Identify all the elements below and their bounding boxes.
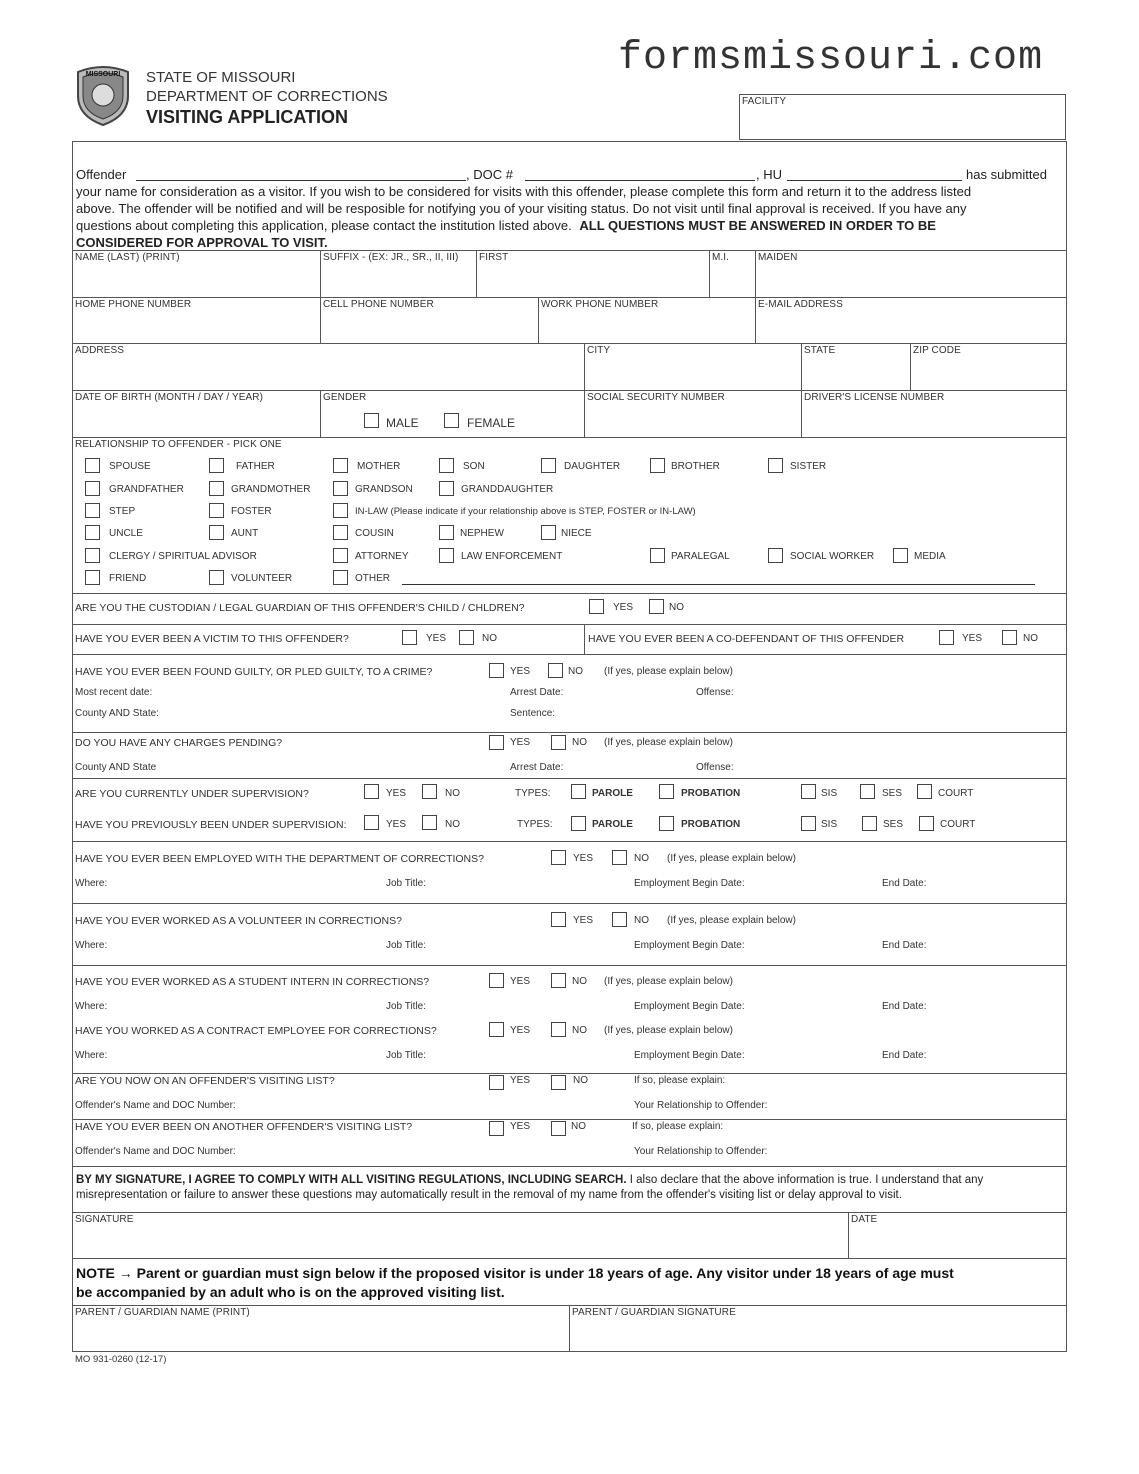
contract-question: HAVE YOU WORKED AS A CONTRACT EMPLOYEE FOR CORRECTIONS? bbox=[75, 1025, 437, 1037]
social-worker-label: SOCIAL WORKER bbox=[790, 551, 875, 562]
now-court-checkbox[interactable] bbox=[917, 784, 932, 799]
employed-no-label: NO bbox=[634, 853, 649, 864]
step-checkbox[interactable] bbox=[85, 503, 100, 518]
codefendant-question: HAVE YOU EVER BEEN A CO-DEFENDANT OF THIS OFFENDER bbox=[588, 633, 905, 645]
contract-job-label: Job Title: bbox=[386, 1050, 427, 1061]
department-title: DEPARTMENT OF CORRECTIONS bbox=[146, 88, 388, 105]
supervision-prev-question: HAVE YOU PREVIOUSLY BEEN UNDER SUPERVISION: bbox=[75, 819, 347, 831]
contract-no-checkbox[interactable] bbox=[551, 1022, 566, 1037]
contract-end-label: End Date: bbox=[882, 1050, 927, 1061]
suffix-field[interactable]: SUFFIX - (EX: JR., SR., II, III) bbox=[323, 252, 459, 263]
sister-checkbox[interactable] bbox=[768, 458, 783, 473]
niece-checkbox[interactable] bbox=[541, 525, 556, 540]
intern-yes-label: YES bbox=[510, 976, 531, 987]
codefendant-yes-checkbox[interactable] bbox=[939, 630, 954, 645]
list-now-no-checkbox[interactable] bbox=[551, 1075, 566, 1090]
offender-name-line[interactable] bbox=[136, 180, 466, 181]
volunteer-begin-label: Employment Begin Date: bbox=[634, 940, 745, 951]
prev-court-label: COURT bbox=[940, 819, 976, 830]
media-label: MEDIA bbox=[914, 551, 946, 562]
pending-no-label: NO bbox=[572, 737, 587, 748]
parent-signature-field[interactable]: PARENT / GUARDIAN SIGNATURE bbox=[572, 1307, 736, 1318]
victim-yes-checkbox[interactable] bbox=[402, 630, 417, 645]
guilty-question: HAVE YOU EVER BEEN FOUND GUILTY, OR PLED GUILTY, TO A CRIME? bbox=[75, 666, 433, 678]
other-explain-line[interactable] bbox=[402, 584, 1035, 585]
supervision-now-yes-label: YES bbox=[386, 788, 407, 799]
list-other-yes-label: YES bbox=[510, 1121, 531, 1132]
zip-field[interactable]: ZIP CODE bbox=[913, 345, 961, 356]
pending-offense-label: Offense: bbox=[696, 762, 734, 773]
facility-label: FACILITY bbox=[742, 96, 787, 107]
female-checkbox[interactable] bbox=[444, 413, 459, 428]
grandson-checkbox[interactable] bbox=[333, 481, 348, 496]
supervision-now-question: ARE YOU CURRENTLY UNDER SUPERVISION? bbox=[75, 788, 309, 800]
prev-probation-checkbox[interactable] bbox=[659, 816, 674, 831]
employed-end-label: End Date: bbox=[882, 878, 927, 889]
recent-date-label: Most recent date: bbox=[75, 687, 153, 698]
intern-yes-checkbox[interactable] bbox=[489, 973, 504, 988]
male-label: MALE bbox=[386, 416, 419, 430]
city-field[interactable]: CITY bbox=[587, 345, 611, 356]
friend-checkbox[interactable] bbox=[85, 570, 100, 585]
list-other-offender-label: Offender's Name and DOC Number: bbox=[75, 1146, 236, 1157]
state-title: STATE OF MISSOURI bbox=[146, 69, 296, 86]
doc-label: , DOC # bbox=[466, 167, 513, 182]
employed-explain-note: (If yes, please explain below) bbox=[667, 853, 796, 864]
intro-line-2: your name for consideration as a visitor. If you wish to be considered for visits with this offender, please complete this form and return it to the address listed bbox=[76, 184, 972, 199]
spouse-label: SPOUSE bbox=[109, 461, 151, 472]
employed-yes-label: YES bbox=[573, 853, 594, 864]
seal-icon bbox=[72, 64, 134, 126]
prev-sis-checkbox[interactable] bbox=[801, 816, 816, 831]
submitted-text: has submitted bbox=[966, 167, 1047, 182]
list-other-yes-checkbox[interactable] bbox=[489, 1121, 504, 1136]
intern-job-label: Job Title: bbox=[386, 1001, 427, 1012]
grandmother-label: GRANDMOTHER bbox=[231, 484, 311, 495]
guilty-yes-checkbox[interactable] bbox=[489, 663, 504, 678]
prev-ses-checkbox[interactable] bbox=[862, 816, 877, 831]
middle-initial-field[interactable]: M.I. bbox=[712, 252, 730, 263]
male-checkbox[interactable] bbox=[364, 413, 379, 428]
employed-job-label: Job Title: bbox=[386, 878, 427, 889]
custodian-no-label: NO bbox=[669, 602, 684, 613]
intro-line-4b: ALL QUESTIONS MUST BE ANSWERED IN ORDER TO BE bbox=[579, 218, 936, 233]
pending-arrest-date-label: Arrest Date: bbox=[510, 762, 564, 773]
nephew-checkbox[interactable] bbox=[439, 525, 454, 540]
pending-yes-checkbox[interactable] bbox=[489, 735, 504, 750]
employed-begin-label: Employment Begin Date: bbox=[634, 878, 745, 889]
granddaughter-label: GRANDDAUGHTER bbox=[461, 484, 554, 495]
inlaw-label: IN-LAW (Please indicate if your relationship above is STEP, FOSTER or IN-LAW) bbox=[355, 506, 696, 517]
law-enforcement-checkbox[interactable] bbox=[439, 548, 454, 563]
employed-where-label: Where: bbox=[75, 878, 108, 889]
now-parole-label: PAROLE bbox=[592, 788, 633, 799]
supervision-now-no-checkbox[interactable] bbox=[422, 784, 437, 799]
volunteer-label: VOLUNTEER bbox=[231, 573, 293, 584]
gender-label: GENDER bbox=[323, 392, 367, 403]
list-now-question: ARE YOU NOW ON AN OFFENDER'S VISITING LIST? bbox=[75, 1075, 335, 1087]
prev-probation-label: PROBATION bbox=[681, 819, 741, 830]
clergy-checkbox[interactable] bbox=[85, 548, 100, 563]
codefendant-no-label: NO bbox=[1023, 633, 1038, 644]
note-line-2: be accompanied by an adult who is on the approved visiting list. bbox=[76, 1284, 505, 1300]
intern-no-label: NO bbox=[572, 976, 587, 987]
media-checkbox[interactable] bbox=[893, 548, 908, 563]
intro-line-5: CONSIDERED FOR APPROVAL TO VISIT. bbox=[76, 235, 328, 250]
guilty-yes-label: YES bbox=[510, 666, 531, 677]
contract-explain-note: (If yes, please explain below) bbox=[604, 1025, 733, 1036]
father-label: FATHER bbox=[236, 461, 275, 472]
last-name-field[interactable]: NAME (LAST) (PRINT) bbox=[75, 252, 180, 263]
state-field[interactable]: STATE bbox=[804, 345, 836, 356]
now-court-label: COURT bbox=[938, 788, 974, 799]
form-title: VISITING APPLICATION bbox=[146, 107, 349, 127]
uncle-checkbox[interactable] bbox=[85, 525, 100, 540]
other-checkbox[interactable] bbox=[333, 570, 348, 585]
aunt-label: AUNT bbox=[231, 528, 259, 539]
list-other-relationship-label: Your Relationship to Offender: bbox=[634, 1146, 768, 1157]
agreement-bold: BY MY SIGNATURE, I AGREE TO COMPLY WITH ALL VISITING REGULATIONS, INCLUDING SEARCH. bbox=[76, 1174, 627, 1186]
cousin-checkbox[interactable] bbox=[333, 525, 348, 540]
supervision-prev-no-checkbox[interactable] bbox=[422, 815, 437, 830]
daughter-label: DAUGHTER bbox=[564, 461, 621, 472]
list-other-question: HAVE YOU EVER BEEN ON ANOTHER OFFENDER'S VISITING LIST? bbox=[75, 1121, 413, 1133]
contract-no-label: NO bbox=[572, 1025, 587, 1036]
pending-county-label: County AND State bbox=[75, 762, 157, 773]
prev-parole-label: PAROLE bbox=[592, 819, 633, 830]
volunteer-end-label: End Date: bbox=[882, 940, 927, 951]
contract-yes-label: YES bbox=[510, 1025, 531, 1036]
hu-label: , HU bbox=[756, 167, 782, 182]
intern-question: HAVE YOU EVER WORKED AS A STUDENT INTERN IN CORRECTIONS? bbox=[75, 976, 430, 988]
volunteer-checkbox[interactable] bbox=[209, 570, 224, 585]
guilty-no-label: NO bbox=[568, 666, 583, 677]
supervision-prev-yes-label: YES bbox=[386, 819, 407, 830]
cell-phone-field[interactable]: CELL PHONE NUMBER bbox=[323, 299, 434, 310]
now-sis-checkbox[interactable] bbox=[801, 784, 816, 799]
custodian-yes-label: YES bbox=[613, 602, 634, 613]
volunteer-no-checkbox[interactable] bbox=[612, 912, 627, 927]
father-checkbox[interactable] bbox=[209, 458, 224, 473]
list-now-yes-label: YES bbox=[510, 1075, 531, 1086]
grandfather-label: GRANDFATHER bbox=[109, 484, 184, 495]
other-label: OTHER bbox=[355, 573, 390, 584]
grandmother-checkbox[interactable] bbox=[209, 481, 224, 496]
supervision-prev-types-label: TYPES: bbox=[517, 819, 553, 830]
foster-checkbox[interactable] bbox=[209, 503, 224, 518]
prev-sis-label: SIS bbox=[821, 819, 838, 830]
son-checkbox[interactable] bbox=[439, 458, 454, 473]
volunteer-yes-checkbox[interactable] bbox=[551, 912, 566, 927]
now-probation-label: PROBATION bbox=[681, 788, 741, 799]
ssn-field[interactable]: SOCIAL SECURITY NUMBER bbox=[587, 392, 725, 403]
list-now-offender-label: Offender's Name and DOC Number: bbox=[75, 1100, 236, 1111]
niece-label: NIECE bbox=[561, 528, 592, 539]
home-phone-field[interactable]: HOME PHONE NUMBER bbox=[75, 299, 192, 310]
daughter-checkbox[interactable] bbox=[541, 458, 556, 473]
note-line-1: NOTE → Parent or guardian must sign below if the proposed visitor is under 18 years of age. Any visitor under 18 years of age must bbox=[76, 1265, 954, 1281]
employed-yes-checkbox[interactable] bbox=[551, 850, 566, 865]
volunteer-no-label: NO bbox=[634, 915, 649, 926]
drivers-license-field[interactable]: DRIVER'S LICENSE NUMBER bbox=[804, 392, 945, 403]
brother-checkbox[interactable] bbox=[650, 458, 665, 473]
volunteer-job-label: Job Title: bbox=[386, 940, 427, 951]
agreement-line-1 bbox=[76, 1174, 983, 1186]
signature-field[interactable]: SIGNATURE bbox=[75, 1214, 134, 1225]
prev-parole-checkbox[interactable] bbox=[571, 816, 586, 831]
guilty-explain-note: (If yes, please explain below) bbox=[604, 666, 733, 677]
victim-no-label: NO bbox=[482, 633, 497, 644]
spouse-checkbox[interactable] bbox=[85, 458, 100, 473]
pending-explain-note: (If yes, please explain below) bbox=[604, 737, 733, 748]
codefendant-yes-label: YES bbox=[962, 633, 983, 644]
brother-label: BROTHER bbox=[671, 461, 720, 472]
contract-yes-checkbox[interactable] bbox=[489, 1022, 504, 1037]
list-now-yes-checkbox[interactable] bbox=[489, 1075, 504, 1090]
uncle-label: UNCLE bbox=[109, 528, 143, 539]
intro-line-4a: questions about completing this application, please contact the institution listed above. bbox=[76, 218, 572, 233]
inlaw-checkbox[interactable] bbox=[333, 503, 348, 518]
svg-text:MISSOURI: MISSOURI bbox=[85, 71, 121, 78]
guilty-county-label: County AND State: bbox=[75, 708, 159, 719]
cousin-label: COUSIN bbox=[355, 528, 394, 539]
intern-end-label: End Date: bbox=[882, 1001, 927, 1012]
victim-question: HAVE YOU EVER BEEN A VICTIM TO THIS OFFENDER? bbox=[75, 633, 349, 645]
parent-name-field[interactable]: PARENT / GUARDIAN NAME (PRINT) bbox=[75, 1307, 250, 1318]
custodian-no-checkbox[interactable] bbox=[649, 599, 664, 614]
contract-where-label: Where: bbox=[75, 1050, 108, 1061]
prev-court-checkbox[interactable] bbox=[919, 816, 934, 831]
intro-line-3: above. The offender will be notified and will be resposible for notifying you of your visiting status. Do not visit until final approval is received. If you have any bbox=[76, 201, 967, 216]
foster-label: FOSTER bbox=[231, 506, 272, 517]
codefendant-no-checkbox[interactable] bbox=[1002, 630, 1017, 645]
paralegal-checkbox[interactable] bbox=[650, 548, 665, 563]
employed-no-checkbox[interactable] bbox=[612, 850, 627, 865]
list-now-no-label: NO bbox=[573, 1075, 588, 1086]
relationship-title: RELATIONSHIP TO OFFENDER - PICK ONE bbox=[75, 439, 282, 450]
offender-doc-line[interactable] bbox=[525, 180, 755, 181]
volunteer-question: HAVE YOU EVER WORKED AS A VOLUNTEER IN CORRECTIONS? bbox=[75, 915, 402, 927]
friend-label: FRIEND bbox=[109, 573, 147, 584]
pending-question: DO YOU HAVE ANY CHARGES PENDING? bbox=[75, 737, 283, 749]
intern-explain-note: (If yes, please explain below) bbox=[604, 976, 733, 987]
supervision-prev-yes-checkbox[interactable] bbox=[364, 815, 379, 830]
guilty-offense-label: Offense: bbox=[696, 687, 734, 698]
employed-question: HAVE YOU EVER BEEN EMPLOYED WITH THE DEPARTMENT OF CORRECTIONS? bbox=[75, 853, 484, 865]
son-label: SON bbox=[463, 461, 485, 472]
email-field[interactable]: E-MAIL ADDRESS bbox=[758, 299, 843, 310]
supervision-prev-no-label: NO bbox=[445, 819, 460, 830]
agreement-line-2: misrepresentation or failure to answer these questions may automatically result in the removal of my name from the offender's visiting list or delay approval to visit. bbox=[76, 1189, 902, 1201]
attorney-label: ATTORNEY bbox=[355, 551, 409, 562]
nephew-label: NEPHEW bbox=[460, 528, 504, 539]
guilty-no-checkbox[interactable] bbox=[548, 663, 563, 678]
pending-no-checkbox[interactable] bbox=[551, 735, 566, 750]
list-other-ifso-label: If so, please explain: bbox=[632, 1121, 724, 1132]
grandson-label: GRANDSON bbox=[355, 484, 413, 495]
now-parole-checkbox[interactable] bbox=[571, 784, 586, 799]
intro-line-4 bbox=[76, 217, 936, 234]
list-other-no-checkbox[interactable] bbox=[551, 1121, 566, 1136]
sister-label: SISTER bbox=[790, 461, 827, 472]
list-now-ifso-label: If so, please explain: bbox=[634, 1075, 726, 1086]
dob-field[interactable]: DATE OF BIRTH (MONTH / DAY / YEAR) bbox=[75, 392, 264, 403]
supervision-now-yes-checkbox[interactable] bbox=[364, 784, 379, 799]
attorney-checkbox[interactable] bbox=[333, 548, 348, 563]
form-number: MO 931-0260 (12-17) bbox=[75, 1354, 167, 1365]
list-other-no-label: NO bbox=[571, 1121, 586, 1132]
watermark: formsmissouri.com bbox=[618, 36, 1044, 81]
volunteer-explain-note: (If yes, please explain below) bbox=[667, 915, 796, 926]
guilty-arrest-date-label: Arrest Date: bbox=[510, 687, 564, 698]
intern-where-label: Where: bbox=[75, 1001, 108, 1012]
granddaughter-checkbox[interactable] bbox=[439, 481, 454, 496]
social-worker-checkbox[interactable] bbox=[768, 548, 783, 563]
mother-checkbox[interactable] bbox=[333, 458, 348, 473]
sentence-label: Sentence: bbox=[510, 708, 556, 719]
clergy-label: CLERGY / SPIRITUAL ADVISOR bbox=[109, 551, 257, 562]
supervision-now-no-label: NO bbox=[445, 788, 460, 799]
first-name-field[interactable]: FIRST bbox=[479, 252, 509, 263]
intern-no-checkbox[interactable] bbox=[551, 973, 566, 988]
volunteer-where-label: Where: bbox=[75, 940, 108, 951]
aunt-checkbox[interactable] bbox=[209, 525, 224, 540]
victim-yes-label: YES bbox=[426, 633, 447, 644]
pending-yes-label: YES bbox=[510, 737, 531, 748]
paralegal-label: PARALEGAL bbox=[671, 551, 730, 562]
now-probation-checkbox[interactable] bbox=[659, 784, 674, 799]
prev-ses-label: SES bbox=[883, 819, 904, 830]
mother-label: MOTHER bbox=[357, 461, 401, 472]
contract-begin-label: Employment Begin Date: bbox=[634, 1050, 745, 1061]
now-ses-checkbox[interactable] bbox=[860, 784, 875, 799]
offender-hu-line[interactable] bbox=[787, 180, 962, 181]
work-phone-field[interactable]: WORK PHONE NUMBER bbox=[541, 299, 659, 310]
offender-label: Offender bbox=[76, 167, 127, 182]
grandfather-checkbox[interactable] bbox=[85, 481, 100, 496]
custodian-question: ARE YOU THE CUSTODIAN / LEGAL GUARDIAN OF THIS OFFENDER'S CHILD / CHLDREN? bbox=[75, 602, 525, 614]
supervision-now-types-label: TYPES: bbox=[515, 788, 551, 799]
step-label: STEP bbox=[109, 506, 136, 517]
maiden-name-field[interactable]: MAIDEN bbox=[758, 252, 798, 263]
now-sis-label: SIS bbox=[821, 788, 838, 799]
intern-begin-label: Employment Begin Date: bbox=[634, 1001, 745, 1012]
address-field[interactable]: ADDRESS bbox=[75, 345, 125, 356]
facility-field[interactable] bbox=[739, 94, 1066, 140]
agreement-rest-1: I also declare that the above information is true. I understand that any bbox=[626, 1174, 984, 1186]
date-field[interactable]: DATE bbox=[851, 1214, 878, 1225]
victim-no-checkbox[interactable] bbox=[459, 630, 474, 645]
custodian-yes-checkbox[interactable] bbox=[589, 599, 604, 614]
now-ses-label: SES bbox=[882, 788, 903, 799]
list-now-relationship-label: Your Relationship to Offender: bbox=[634, 1100, 768, 1111]
female-label: FEMALE bbox=[467, 416, 516, 430]
law-enforcement-label: LAW ENFORCEMENT bbox=[461, 551, 563, 562]
volunteer-yes-label: YES bbox=[573, 915, 594, 926]
